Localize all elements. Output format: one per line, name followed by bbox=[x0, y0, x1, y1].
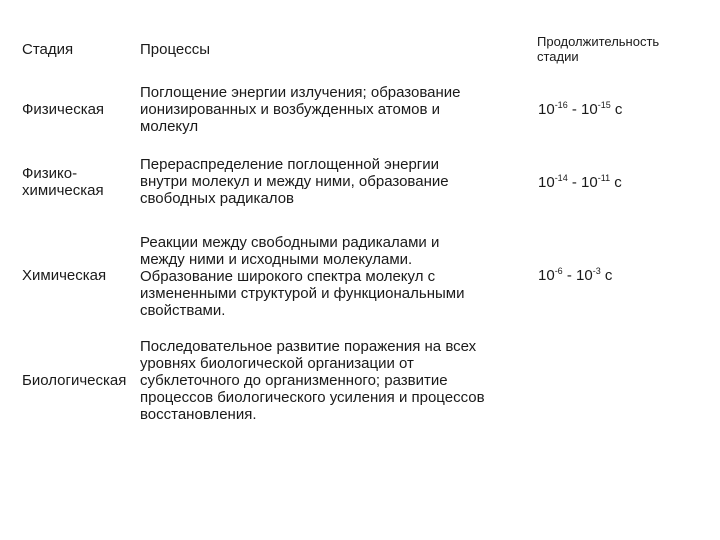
process-line: внутри молекул и между ними, образование bbox=[140, 173, 449, 190]
row-process bbox=[140, 156, 449, 207]
process-line: уровнях биологической организации от bbox=[140, 355, 414, 372]
process-line: восстановления. bbox=[140, 406, 257, 423]
row-stage bbox=[22, 267, 106, 284]
row-stage bbox=[22, 372, 126, 389]
row-process bbox=[140, 84, 461, 135]
stage-line: Биологическая bbox=[22, 372, 127, 389]
process-line: ионизированных и возбужденных атомов и bbox=[140, 101, 441, 118]
row-process bbox=[140, 338, 485, 423]
row-stage bbox=[22, 101, 104, 118]
process-line: Реакции между свободными радикалами и bbox=[140, 234, 440, 251]
process-line: Последовательное развитие поражения на всех bbox=[140, 338, 477, 355]
process-line: Образование широкого спектра молекул с bbox=[140, 268, 436, 285]
process-line: между ними и исходными молекулами. bbox=[140, 251, 413, 268]
process-line: свойствами. bbox=[140, 302, 226, 319]
row-duration: $10^{-6} - 10^{-3}$ с bbox=[538, 266, 613, 284]
header-duration bbox=[537, 34, 659, 64]
row-process bbox=[140, 234, 464, 319]
process-line: свободных радикалов bbox=[140, 190, 295, 207]
stage-line: Химическая bbox=[22, 267, 107, 284]
process-line: Перераспределение поглощенной энергии bbox=[140, 156, 440, 173]
header-stage: Стадия bbox=[22, 41, 74, 58]
row-stage bbox=[22, 165, 104, 199]
header-duration-line1: Продолжительность bbox=[537, 34, 660, 49]
stage-line: химическая bbox=[22, 182, 104, 199]
process-line: субклеточного до организменного; развитие bbox=[140, 372, 448, 389]
row-duration: $10^{-16} - 10^{-15}$ с bbox=[538, 100, 623, 118]
process-line: Поглощение энергии излучения; образование bbox=[140, 84, 461, 101]
stage-line: Физическая bbox=[22, 101, 105, 118]
process-line: молекул bbox=[140, 118, 199, 135]
stage-line: Физико- bbox=[22, 165, 78, 182]
row-duration: $10^{-14} - 10^{-11}$ с bbox=[538, 173, 622, 191]
process-line: измененными структурой и функциональными bbox=[140, 285, 465, 302]
header-processes: Процессы bbox=[140, 41, 211, 58]
header-duration-line2: стадии bbox=[537, 49, 579, 64]
process-line: процессов биологического усиления и процессов bbox=[140, 389, 485, 406]
